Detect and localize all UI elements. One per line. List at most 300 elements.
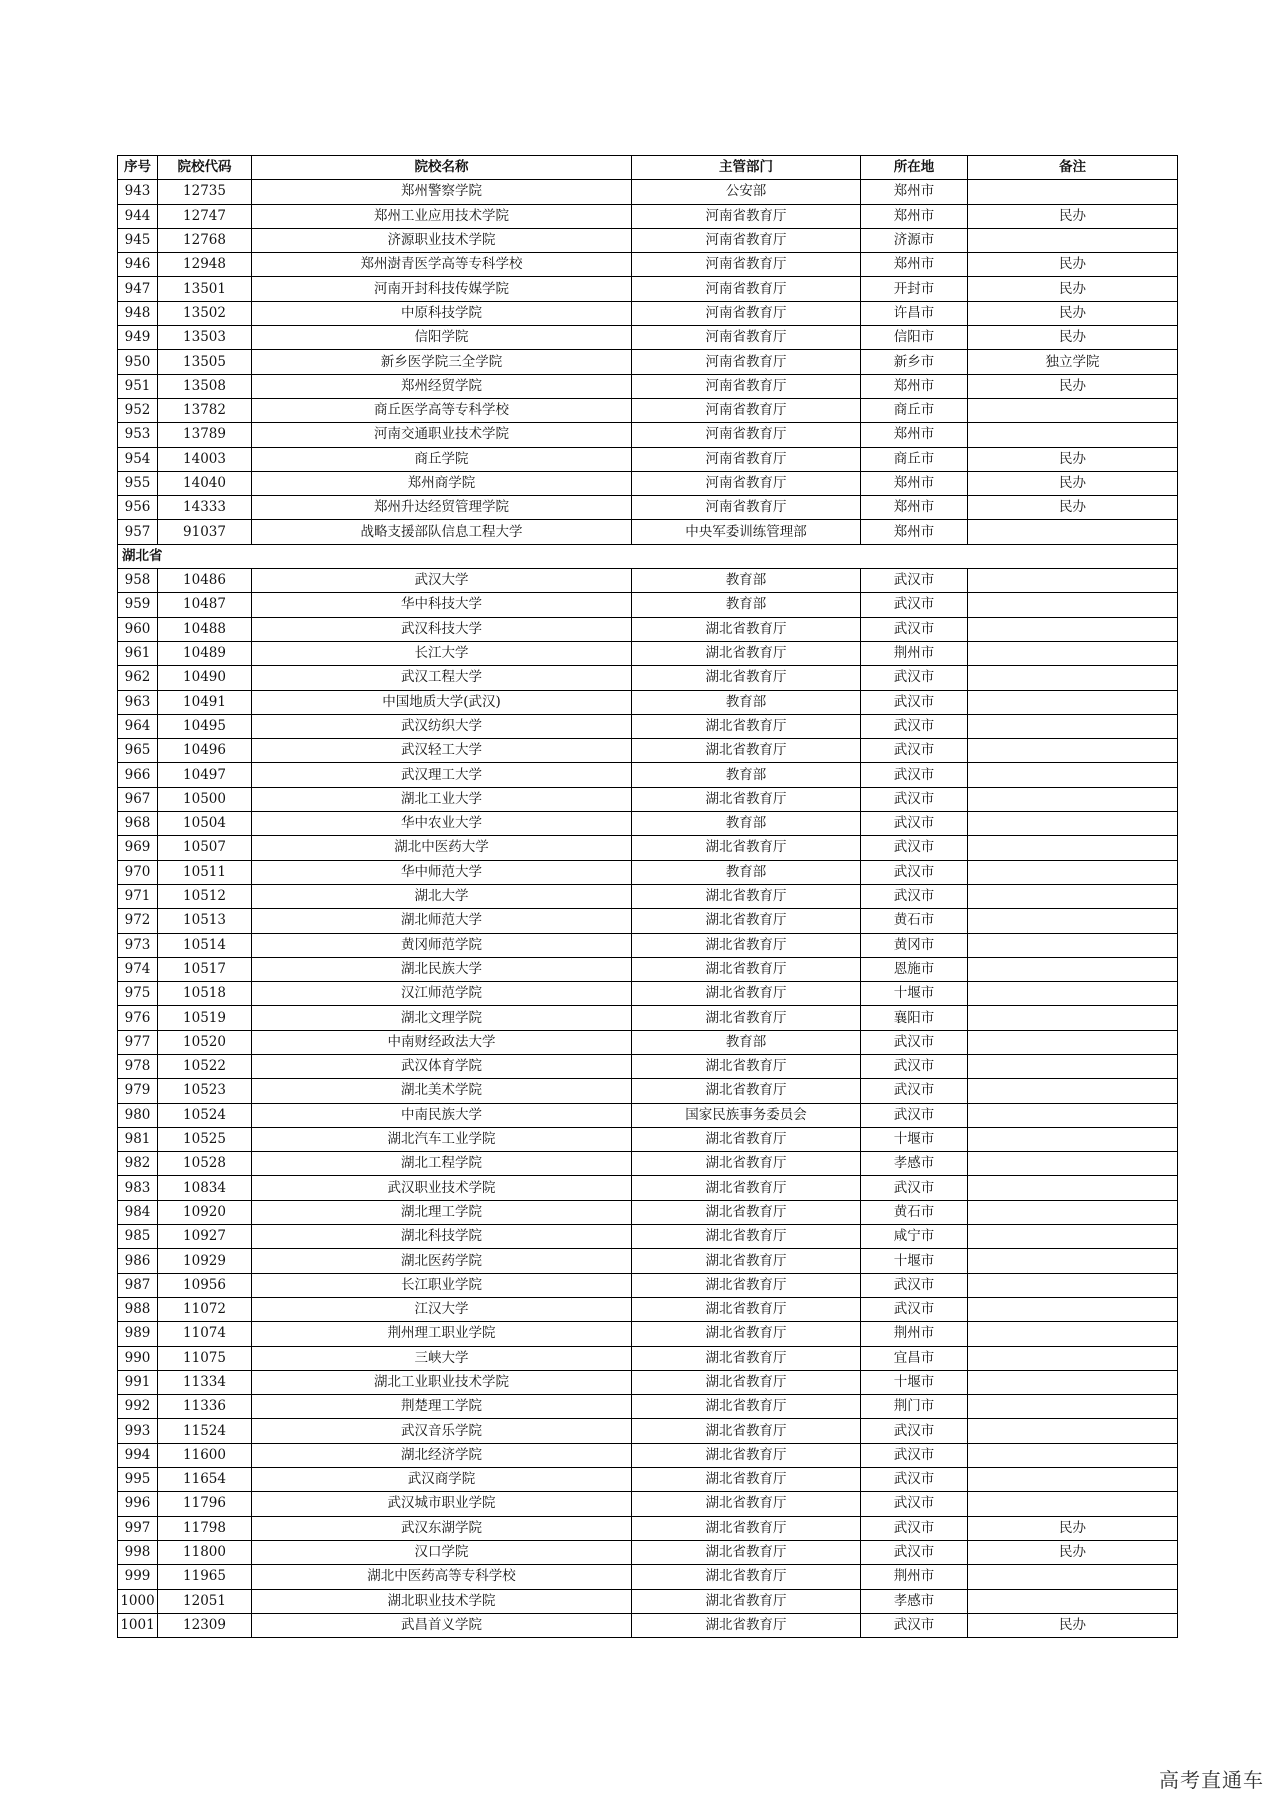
cell-department: 河南省教育厅 xyxy=(632,204,861,228)
cell-note xyxy=(968,1054,1178,1078)
cell-location: 信阳市 xyxy=(861,326,968,350)
cell-note xyxy=(968,1297,1178,1321)
cell-index: 948 xyxy=(118,301,158,325)
cell-index: 971 xyxy=(118,884,158,908)
cell-note xyxy=(968,690,1178,714)
cell-location: 郑州市 xyxy=(861,496,968,520)
cell-code: 13503 xyxy=(158,326,252,350)
cell-department: 湖北省教育厅 xyxy=(632,1443,861,1467)
cell-note xyxy=(968,933,1178,957)
header-code: 院校代码 xyxy=(158,156,252,180)
cell-name: 商丘学院 xyxy=(252,447,632,471)
cell-note: 民办 xyxy=(968,277,1178,301)
cell-code: 14003 xyxy=(158,447,252,471)
cell-code: 10525 xyxy=(158,1127,252,1151)
cell-index: 945 xyxy=(118,228,158,252)
cell-name: 湖北中医药高等专科学校 xyxy=(252,1565,632,1589)
cell-note xyxy=(968,569,1178,593)
cell-location: 武汉市 xyxy=(861,1054,968,1078)
cell-index: 946 xyxy=(118,253,158,277)
cell-department: 河南省教育厅 xyxy=(632,471,861,495)
cell-location: 十堰市 xyxy=(861,1249,968,1273)
cell-department: 国家民族事务委员会 xyxy=(632,1103,861,1127)
cell-name: 长江职业学院 xyxy=(252,1273,632,1297)
cell-code: 10523 xyxy=(158,1079,252,1103)
cell-index: 978 xyxy=(118,1054,158,1078)
cell-department: 湖北省教育厅 xyxy=(632,1079,861,1103)
cell-note: 民办 xyxy=(968,1540,1178,1564)
table-row xyxy=(118,593,1178,617)
cell-note xyxy=(968,398,1178,422)
cell-name: 湖北中医药大学 xyxy=(252,836,632,860)
cell-name: 郑州经贸学院 xyxy=(252,374,632,398)
cell-department: 河南省教育厅 xyxy=(632,228,861,252)
cell-index: 991 xyxy=(118,1370,158,1394)
cell-index: 986 xyxy=(118,1249,158,1273)
table-row xyxy=(118,1249,1178,1273)
cell-index: 953 xyxy=(118,423,158,447)
table-row xyxy=(118,739,1178,763)
cell-note: 民办 xyxy=(968,447,1178,471)
table-row xyxy=(118,957,1178,981)
cell-department: 河南省教育厅 xyxy=(632,326,861,350)
cell-name: 武汉东湖学院 xyxy=(252,1516,632,1540)
cell-name: 郑州警察学院 xyxy=(252,180,632,204)
table-row xyxy=(118,1419,1178,1443)
cell-code: 10520 xyxy=(158,1030,252,1054)
cell-code: 13505 xyxy=(158,350,252,374)
cell-name: 湖北科技学院 xyxy=(252,1225,632,1249)
table-row xyxy=(118,787,1178,811)
cell-location: 武汉市 xyxy=(861,812,968,836)
table-row xyxy=(118,1589,1178,1613)
cell-name: 郑州商学院 xyxy=(252,471,632,495)
cell-department: 教育部 xyxy=(632,812,861,836)
cell-index: 952 xyxy=(118,398,158,422)
table-row xyxy=(118,714,1178,738)
table-row xyxy=(118,277,1178,301)
cell-name: 湖北工业大学 xyxy=(252,787,632,811)
cell-note xyxy=(968,957,1178,981)
cell-index: 974 xyxy=(118,957,158,981)
cell-index: 950 xyxy=(118,350,158,374)
table-row xyxy=(118,1468,1178,1492)
cell-code: 12735 xyxy=(158,180,252,204)
cell-name: 黄冈师范学院 xyxy=(252,933,632,957)
cell-location: 荆州市 xyxy=(861,1565,968,1589)
cell-location: 孝感市 xyxy=(861,1589,968,1613)
cell-location: 武汉市 xyxy=(861,714,968,738)
table-row xyxy=(118,812,1178,836)
universities-table-page xyxy=(117,155,1177,1638)
cell-name: 武汉体育学院 xyxy=(252,1054,632,1078)
cell-code: 11334 xyxy=(158,1370,252,1394)
cell-location: 郑州市 xyxy=(861,253,968,277)
cell-name: 信阳学院 xyxy=(252,326,632,350)
cell-note xyxy=(968,763,1178,787)
cell-index: 961 xyxy=(118,641,158,665)
cell-location: 商丘市 xyxy=(861,447,968,471)
cell-note xyxy=(968,1443,1178,1467)
cell-index: 985 xyxy=(118,1225,158,1249)
cell-code: 11075 xyxy=(158,1346,252,1370)
cell-index: 970 xyxy=(118,860,158,884)
cell-code: 10929 xyxy=(158,1249,252,1273)
cell-department: 湖北省教育厅 xyxy=(632,787,861,811)
header-department: 主管部门 xyxy=(632,156,861,180)
cell-location: 武汉市 xyxy=(861,1516,968,1540)
cell-department: 湖北省教育厅 xyxy=(632,1540,861,1564)
cell-note xyxy=(968,1589,1178,1613)
cell-code: 12948 xyxy=(158,253,252,277)
cell-department: 教育部 xyxy=(632,763,861,787)
cell-index: 965 xyxy=(118,739,158,763)
cell-index: 949 xyxy=(118,326,158,350)
cell-note xyxy=(968,1200,1178,1224)
table-row xyxy=(118,301,1178,325)
cell-code: 11336 xyxy=(158,1395,252,1419)
cell-code: 10834 xyxy=(158,1176,252,1200)
cell-index: 1001 xyxy=(118,1613,158,1637)
cell-code: 10490 xyxy=(158,666,252,690)
cell-department: 湖北省教育厅 xyxy=(632,1127,861,1151)
cell-location: 十堰市 xyxy=(861,982,968,1006)
cell-name: 华中师范大学 xyxy=(252,860,632,884)
cell-index: 973 xyxy=(118,933,158,957)
cell-index: 959 xyxy=(118,593,158,617)
cell-department: 湖北省教育厅 xyxy=(632,1613,861,1637)
cell-name: 江汉大学 xyxy=(252,1297,632,1321)
cell-location: 郑州市 xyxy=(861,204,968,228)
cell-name: 武汉工程大学 xyxy=(252,666,632,690)
cell-name: 汉江师范学院 xyxy=(252,982,632,1006)
cell-location: 武汉市 xyxy=(861,860,968,884)
cell-location: 十堰市 xyxy=(861,1127,968,1151)
cell-code: 12747 xyxy=(158,204,252,228)
cell-location: 黄冈市 xyxy=(861,933,968,957)
cell-code: 12768 xyxy=(158,228,252,252)
cell-code: 11965 xyxy=(158,1565,252,1589)
cell-department: 河南省教育厅 xyxy=(632,301,861,325)
table-row xyxy=(118,1516,1178,1540)
cell-index: 954 xyxy=(118,447,158,471)
cell-index: 972 xyxy=(118,909,158,933)
cell-name: 湖北美术学院 xyxy=(252,1079,632,1103)
table-row xyxy=(118,1613,1178,1637)
cell-name: 济源职业技术学院 xyxy=(252,228,632,252)
cell-code: 13508 xyxy=(158,374,252,398)
table-row xyxy=(118,1079,1178,1103)
cell-code: 10491 xyxy=(158,690,252,714)
table-row xyxy=(118,666,1178,690)
cell-code: 13502 xyxy=(158,301,252,325)
cell-code: 10511 xyxy=(158,860,252,884)
cell-code: 10524 xyxy=(158,1103,252,1127)
cell-department: 湖北省教育厅 xyxy=(632,739,861,763)
cell-note: 民办 xyxy=(968,496,1178,520)
cell-department: 湖北省教育厅 xyxy=(632,1370,861,1394)
cell-department: 湖北省教育厅 xyxy=(632,1297,861,1321)
cell-name: 荆州理工职业学院 xyxy=(252,1322,632,1346)
cell-location: 武汉市 xyxy=(861,787,968,811)
cell-index: 998 xyxy=(118,1540,158,1564)
cell-note: 民办 xyxy=(968,204,1178,228)
cell-code: 10488 xyxy=(158,617,252,641)
cell-department: 河南省教育厅 xyxy=(632,398,861,422)
cell-note xyxy=(968,1419,1178,1443)
cell-location: 武汉市 xyxy=(861,1273,968,1297)
cell-department: 湖北省教育厅 xyxy=(632,1565,861,1589)
cell-location: 武汉市 xyxy=(861,739,968,763)
cell-department: 教育部 xyxy=(632,569,861,593)
cell-index: 996 xyxy=(118,1492,158,1516)
cell-note xyxy=(968,1346,1178,1370)
cell-note xyxy=(968,1395,1178,1419)
cell-location: 荆州市 xyxy=(861,641,968,665)
cell-name: 郑州升达经贸管理学院 xyxy=(252,496,632,520)
cell-name: 长江大学 xyxy=(252,641,632,665)
cell-department: 湖北省教育厅 xyxy=(632,1468,861,1492)
cell-note: 民办 xyxy=(968,326,1178,350)
cell-note xyxy=(968,884,1178,908)
table-row xyxy=(118,326,1178,350)
cell-location: 郑州市 xyxy=(861,374,968,398)
cell-location: 武汉市 xyxy=(861,1492,968,1516)
province-title: 湖北省 xyxy=(118,544,1178,568)
cell-note xyxy=(968,787,1178,811)
cell-department: 湖北省教育厅 xyxy=(632,1200,861,1224)
cell-note: 民办 xyxy=(968,1613,1178,1637)
cell-code: 10487 xyxy=(158,593,252,617)
cell-index: 993 xyxy=(118,1419,158,1443)
cell-name: 武汉纺织大学 xyxy=(252,714,632,738)
cell-note xyxy=(968,1322,1178,1346)
cell-index: 994 xyxy=(118,1443,158,1467)
watermark-text: 高考直通车 xyxy=(1159,1768,1264,1792)
cell-note xyxy=(968,1370,1178,1394)
cell-code: 11796 xyxy=(158,1492,252,1516)
cell-code: 10528 xyxy=(158,1152,252,1176)
cell-index: 983 xyxy=(118,1176,158,1200)
table-row xyxy=(118,1540,1178,1564)
cell-department: 湖北省教育厅 xyxy=(632,666,861,690)
cell-code: 11074 xyxy=(158,1322,252,1346)
cell-department: 湖北省教育厅 xyxy=(632,1273,861,1297)
cell-code: 12051 xyxy=(158,1589,252,1613)
cell-note xyxy=(968,1249,1178,1273)
cell-note xyxy=(968,423,1178,447)
cell-note xyxy=(968,714,1178,738)
cell-department: 河南省教育厅 xyxy=(632,447,861,471)
table-row xyxy=(118,1322,1178,1346)
cell-name: 华中农业大学 xyxy=(252,812,632,836)
cell-code: 10517 xyxy=(158,957,252,981)
cell-location: 黄石市 xyxy=(861,1200,968,1224)
table-row xyxy=(118,496,1178,520)
cell-department: 湖北省教育厅 xyxy=(632,617,861,641)
cell-department: 河南省教育厅 xyxy=(632,253,861,277)
cell-note xyxy=(968,739,1178,763)
cell-note xyxy=(968,1176,1178,1200)
cell-location: 开封市 xyxy=(861,277,968,301)
cell-location: 武汉市 xyxy=(861,1176,968,1200)
cell-location: 孝感市 xyxy=(861,1152,968,1176)
table-row xyxy=(118,1152,1178,1176)
cell-index: 958 xyxy=(118,569,158,593)
cell-name: 武昌首义学院 xyxy=(252,1613,632,1637)
cell-note xyxy=(968,1152,1178,1176)
cell-code: 11798 xyxy=(158,1516,252,1540)
cell-code: 10486 xyxy=(158,569,252,593)
cell-code: 10495 xyxy=(158,714,252,738)
cell-code: 10489 xyxy=(158,641,252,665)
table-header-row xyxy=(118,156,1178,180)
cell-name: 新乡医学院三全学院 xyxy=(252,350,632,374)
cell-name: 郑州澍青医学高等专科学校 xyxy=(252,253,632,277)
cell-index: 992 xyxy=(118,1395,158,1419)
table-row xyxy=(118,569,1178,593)
cell-name: 武汉城市职业学院 xyxy=(252,1492,632,1516)
cell-index: 951 xyxy=(118,374,158,398)
cell-code: 10513 xyxy=(158,909,252,933)
cell-location: 襄阳市 xyxy=(861,1006,968,1030)
cell-location: 武汉市 xyxy=(861,1030,968,1054)
cell-name: 武汉大学 xyxy=(252,569,632,593)
cell-code: 11654 xyxy=(158,1468,252,1492)
cell-note xyxy=(968,982,1178,1006)
cell-note xyxy=(968,1006,1178,1030)
cell-index: 947 xyxy=(118,277,158,301)
cell-department: 湖北省教育厅 xyxy=(632,957,861,981)
cell-name: 湖北工程学院 xyxy=(252,1152,632,1176)
cell-location: 十堰市 xyxy=(861,1370,968,1394)
cell-index: 969 xyxy=(118,836,158,860)
cell-name: 华中科技大学 xyxy=(252,593,632,617)
table-row xyxy=(118,1346,1178,1370)
cell-note xyxy=(968,641,1178,665)
cell-location: 武汉市 xyxy=(861,884,968,908)
cell-note xyxy=(968,812,1178,836)
cell-code: 10514 xyxy=(158,933,252,957)
table-row xyxy=(118,1225,1178,1249)
cell-name: 武汉音乐学院 xyxy=(252,1419,632,1443)
cell-name: 湖北医药学院 xyxy=(252,1249,632,1273)
cell-name: 中国地质大学(武汉) xyxy=(252,690,632,714)
cell-index: 962 xyxy=(118,666,158,690)
header-index: 序号 xyxy=(118,156,158,180)
cell-location: 武汉市 xyxy=(861,1297,968,1321)
cell-location: 武汉市 xyxy=(861,1613,968,1637)
cell-name: 湖北文理学院 xyxy=(252,1006,632,1030)
cell-index: 966 xyxy=(118,763,158,787)
cell-index: 979 xyxy=(118,1079,158,1103)
cell-name: 河南交通职业技术学院 xyxy=(252,423,632,447)
cell-location: 咸宁市 xyxy=(861,1225,968,1249)
table-row xyxy=(118,909,1178,933)
cell-location: 武汉市 xyxy=(861,617,968,641)
cell-department: 教育部 xyxy=(632,690,861,714)
cell-location: 荆州市 xyxy=(861,1322,968,1346)
cell-note xyxy=(968,180,1178,204)
cell-name: 武汉理工大学 xyxy=(252,763,632,787)
table-row xyxy=(118,1030,1178,1054)
cell-location: 郑州市 xyxy=(861,471,968,495)
table-row xyxy=(118,1127,1178,1151)
cell-note: 民办 xyxy=(968,374,1178,398)
cell-location: 武汉市 xyxy=(861,1540,968,1564)
cell-location: 武汉市 xyxy=(861,593,968,617)
cell-name: 中原科技学院 xyxy=(252,301,632,325)
cell-name: 湖北民族大学 xyxy=(252,957,632,981)
cell-location: 宜昌市 xyxy=(861,1346,968,1370)
cell-code: 13782 xyxy=(158,398,252,422)
cell-name: 湖北职业技术学院 xyxy=(252,1589,632,1613)
cell-department: 湖北省教育厅 xyxy=(632,1419,861,1443)
cell-note: 民办 xyxy=(968,471,1178,495)
cell-code: 10518 xyxy=(158,982,252,1006)
cell-note: 民办 xyxy=(968,253,1178,277)
cell-index: 975 xyxy=(118,982,158,1006)
cell-department: 公安部 xyxy=(632,180,861,204)
cell-location: 武汉市 xyxy=(861,569,968,593)
cell-note: 独立学院 xyxy=(968,350,1178,374)
cell-index: 995 xyxy=(118,1468,158,1492)
table-row xyxy=(118,1200,1178,1224)
cell-location: 武汉市 xyxy=(861,1419,968,1443)
cell-note xyxy=(968,1273,1178,1297)
cell-department: 湖北省教育厅 xyxy=(632,641,861,665)
cell-note xyxy=(968,666,1178,690)
cell-location: 武汉市 xyxy=(861,836,968,860)
cell-code: 10497 xyxy=(158,763,252,787)
province-row xyxy=(118,544,1178,568)
cell-index: 980 xyxy=(118,1103,158,1127)
cell-name: 湖北工业职业技术学院 xyxy=(252,1370,632,1394)
table-row xyxy=(118,1492,1178,1516)
cell-note xyxy=(968,1565,1178,1589)
cell-index: 963 xyxy=(118,690,158,714)
cell-name: 武汉职业技术学院 xyxy=(252,1176,632,1200)
cell-department: 河南省教育厅 xyxy=(632,423,861,447)
cell-location: 武汉市 xyxy=(861,666,968,690)
header-name: 院校名称 xyxy=(252,156,632,180)
cell-department: 湖北省教育厅 xyxy=(632,1346,861,1370)
cell-department: 湖北省教育厅 xyxy=(632,1589,861,1613)
header-location: 所在地 xyxy=(861,156,968,180)
cell-code: 14040 xyxy=(158,471,252,495)
cell-index: 968 xyxy=(118,812,158,836)
cell-name: 郑州工业应用技术学院 xyxy=(252,204,632,228)
cell-name: 荆楚理工学院 xyxy=(252,1395,632,1419)
cell-department: 教育部 xyxy=(632,860,861,884)
cell-note xyxy=(968,228,1178,252)
table-row xyxy=(118,1006,1178,1030)
cell-note xyxy=(968,909,1178,933)
cell-index: 977 xyxy=(118,1030,158,1054)
cell-note xyxy=(968,1030,1178,1054)
cell-department: 湖北省教育厅 xyxy=(632,933,861,957)
cell-name: 湖北经济学院 xyxy=(252,1443,632,1467)
cell-index: 984 xyxy=(118,1200,158,1224)
table-row xyxy=(118,884,1178,908)
cell-name: 武汉科技大学 xyxy=(252,617,632,641)
cell-note xyxy=(968,1127,1178,1151)
table-row xyxy=(118,228,1178,252)
cell-note xyxy=(968,836,1178,860)
cell-name: 河南开封科技传媒学院 xyxy=(252,277,632,301)
cell-note xyxy=(968,593,1178,617)
table-row xyxy=(118,641,1178,665)
